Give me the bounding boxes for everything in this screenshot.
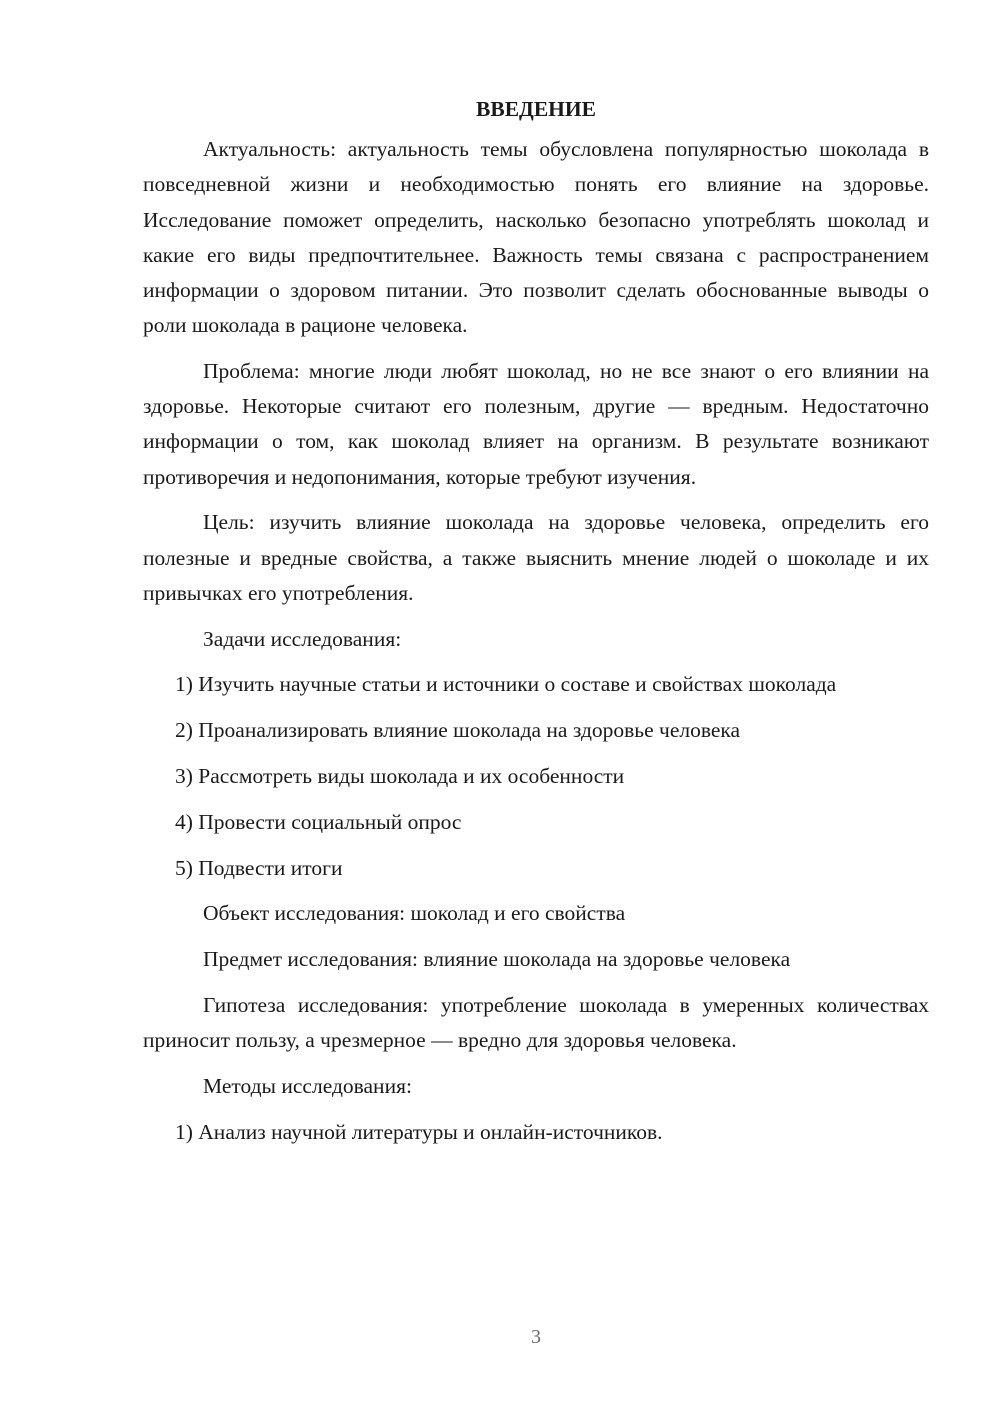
task-item: 2) Проанализировать влияние шоколада на здоровье человека bbox=[175, 718, 741, 743]
hypothesis-paragraph: Гипотеза исследования: употребление шоколада в умеренных количествах приносит пользу, а чрезмерное — вредно для здоровья человека. bbox=[143, 993, 929, 1053]
relevance-paragraph: Актуальность: актуальность темы обусловлена популярностью шоколада в повседневной жизни и необходимостью понять его влияние на здоровье. Исследование поможет определить, насколько безопасно употреблять шоколад и какие его виды предпочтительнее. Важность темы связана с распространением информации о здоровом питании. Это позволит сделать обоснованные выводы о роли шоколада в рационе человека. bbox=[143, 137, 929, 338]
page-body bbox=[143, 92, 929, 1161]
goal-paragraph: Цель: изучить влияние шоколада на здоровье человека, определить его полезные и вредные свойства, а также выяснить мнение людей о шоколаде и их привычках его употребления. bbox=[143, 510, 929, 605]
object-paragraph: Объект исследования: шоколад и его свойства bbox=[203, 901, 626, 926]
task-item: 4) Провести социальный опрос bbox=[175, 809, 462, 834]
task-item: 3) Рассмотреть виды шоколада и их особенности bbox=[175, 764, 625, 789]
subject-paragraph: Предмет исследования: влияние шоколада на здоровье человека bbox=[203, 947, 791, 972]
method-item: 1) Анализ научной литературы и онлайн-источников. bbox=[175, 1119, 663, 1144]
task-item: 5) Подвести итоги bbox=[175, 855, 343, 880]
tasks-heading: Задачи исследования: bbox=[203, 626, 402, 651]
problem-paragraph: Проблема: многие люди любят шоколад, но не все знают о его влиянии на здоровье. Некоторые считают его полезным, другие — вредным. Недостаточно информации о том, как шоколад влияет на организм. В результате возникают противоречия и недопонимания, которые требуют изучения. bbox=[143, 359, 929, 489]
methods-heading: Методы исследования: bbox=[203, 1074, 412, 1098]
page-number: 3 bbox=[531, 1326, 541, 1348]
task-item: 1) Изучить научные статьи и источники о составе и свойствах шоколада bbox=[175, 672, 837, 697]
page-title: ВВЕДЕНИЕ bbox=[476, 97, 596, 121]
